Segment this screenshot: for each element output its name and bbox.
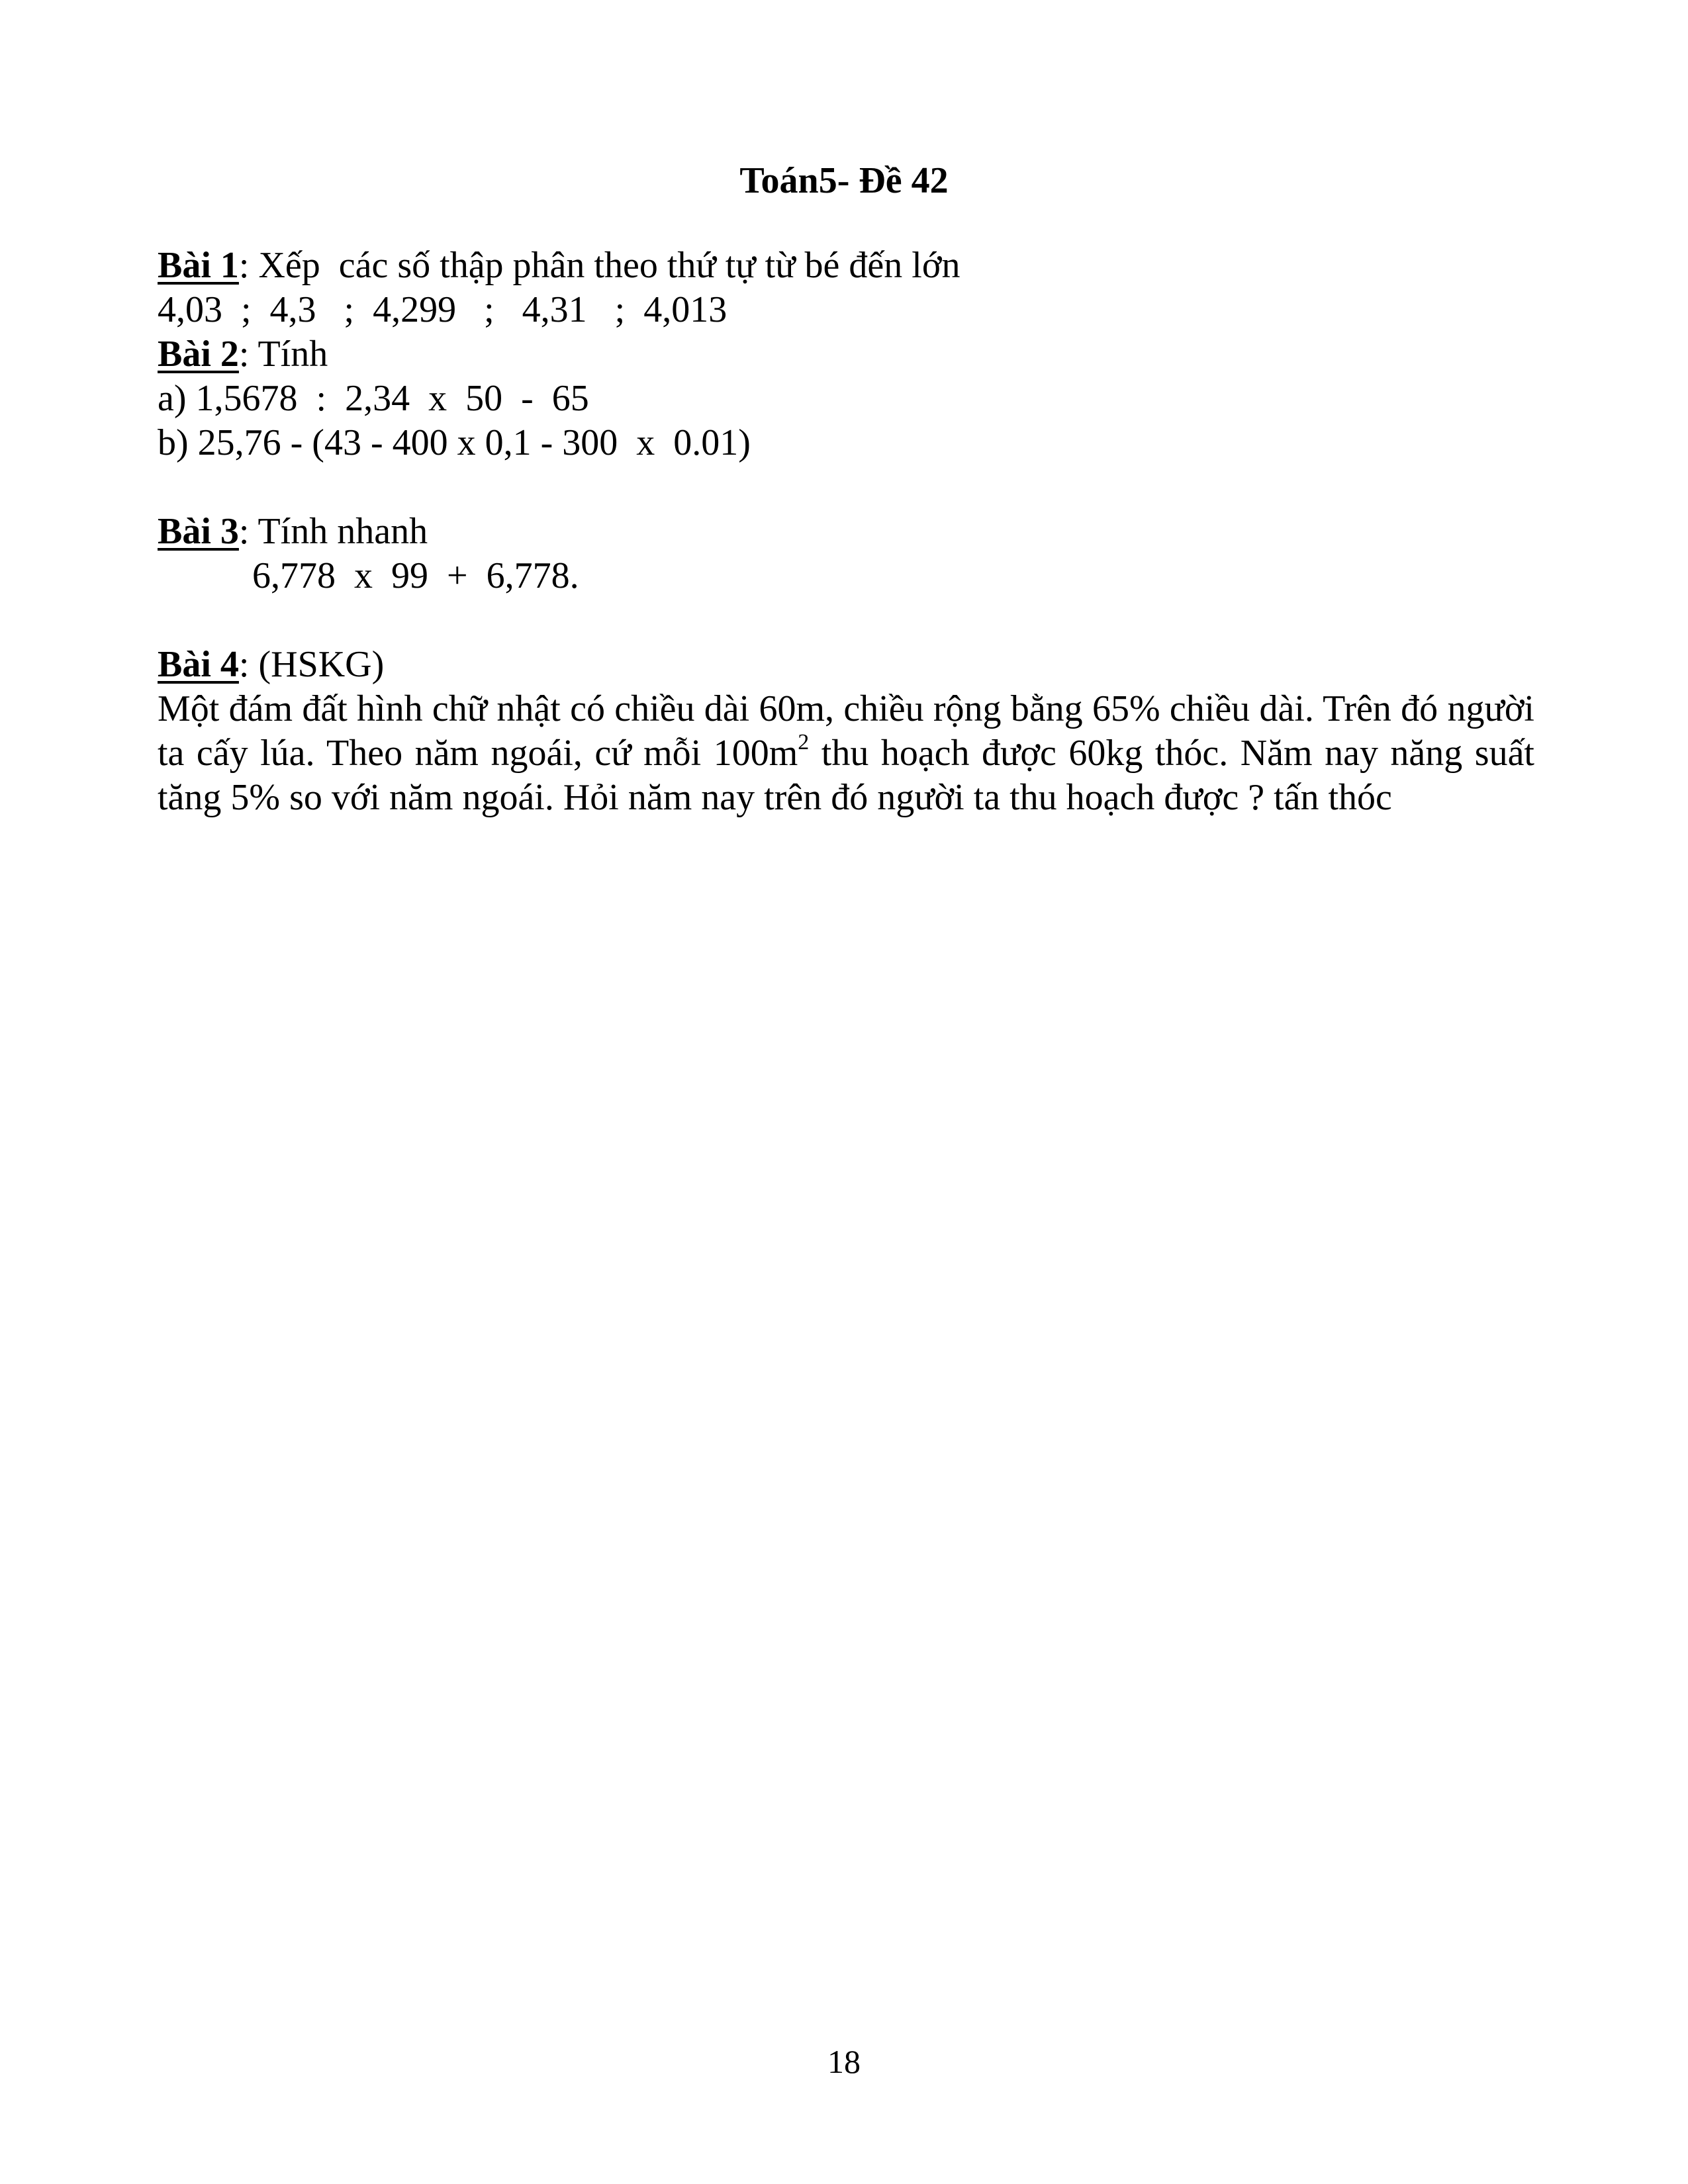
exercise-4-separator: : xyxy=(238,644,259,685)
exercise-1-heading xyxy=(158,244,1534,288)
exercise-2-part-b: b) 25,76 - (43 - 400 x 0,1 - 300 x 0.01) xyxy=(158,422,751,463)
spacer xyxy=(158,465,1534,510)
exercise-4-prompt: (HSKG) xyxy=(258,644,385,685)
exercise-2-part-a: a) 1,5678 : 2,34 x 50 - 65 xyxy=(158,378,589,419)
page-title: Toán5- Đề 42 xyxy=(739,160,949,201)
exercise-2-label: Bài 2 xyxy=(158,334,239,375)
exercise-2-heading xyxy=(158,332,1534,377)
exercise-content xyxy=(158,244,1534,820)
exercise-2-separator: : xyxy=(238,334,258,375)
exercise-3-expression: 6,778 x 99 + 6,778. xyxy=(252,555,579,596)
exercise-3-separator: : xyxy=(238,511,258,552)
exercise-4-text-part2: thu hoạch được 60kg thóc. Năm nay năng suất tăng 5% so với năm ngoái. Hỏi năm nay trên đó người ta thu hoạch được ? tấn thóc xyxy=(158,733,1534,818)
exercise-4-heading xyxy=(158,643,1534,687)
exercise-4-superscript: 2 xyxy=(798,730,810,754)
exercise-1-numbers: 4,03 ; 4,3 ; 4,299 ; 4,31 ; 4,013 xyxy=(158,289,727,330)
exercise-1-separator: : xyxy=(238,245,259,286)
exercise-2-prompt: Tính xyxy=(258,334,328,375)
exercise-4-text-part1: Một đám đất hình chữ nhật có chiều dài 60m, chiều rộng bằng 65% chiều dài. Trên đó người ta cấy lúa. Theo năm ngoái, cứ mỗi 100m xyxy=(158,688,1534,774)
page-number: 18 xyxy=(827,2043,861,2080)
exercise-1-prompt: Xếp các số thập phân theo thứ tự từ bé đến lớn xyxy=(258,245,961,286)
exercise-1-label: Bài 1 xyxy=(158,245,239,286)
exercise-3-label: Bài 3 xyxy=(158,511,239,552)
exercise-3-heading xyxy=(158,510,1534,554)
exercise-4-label: Bài 4 xyxy=(158,644,239,685)
exercise-4-problem-text xyxy=(158,687,1534,820)
exercise-3-prompt: Tính nhanh xyxy=(258,511,428,552)
spacer xyxy=(158,598,1534,643)
